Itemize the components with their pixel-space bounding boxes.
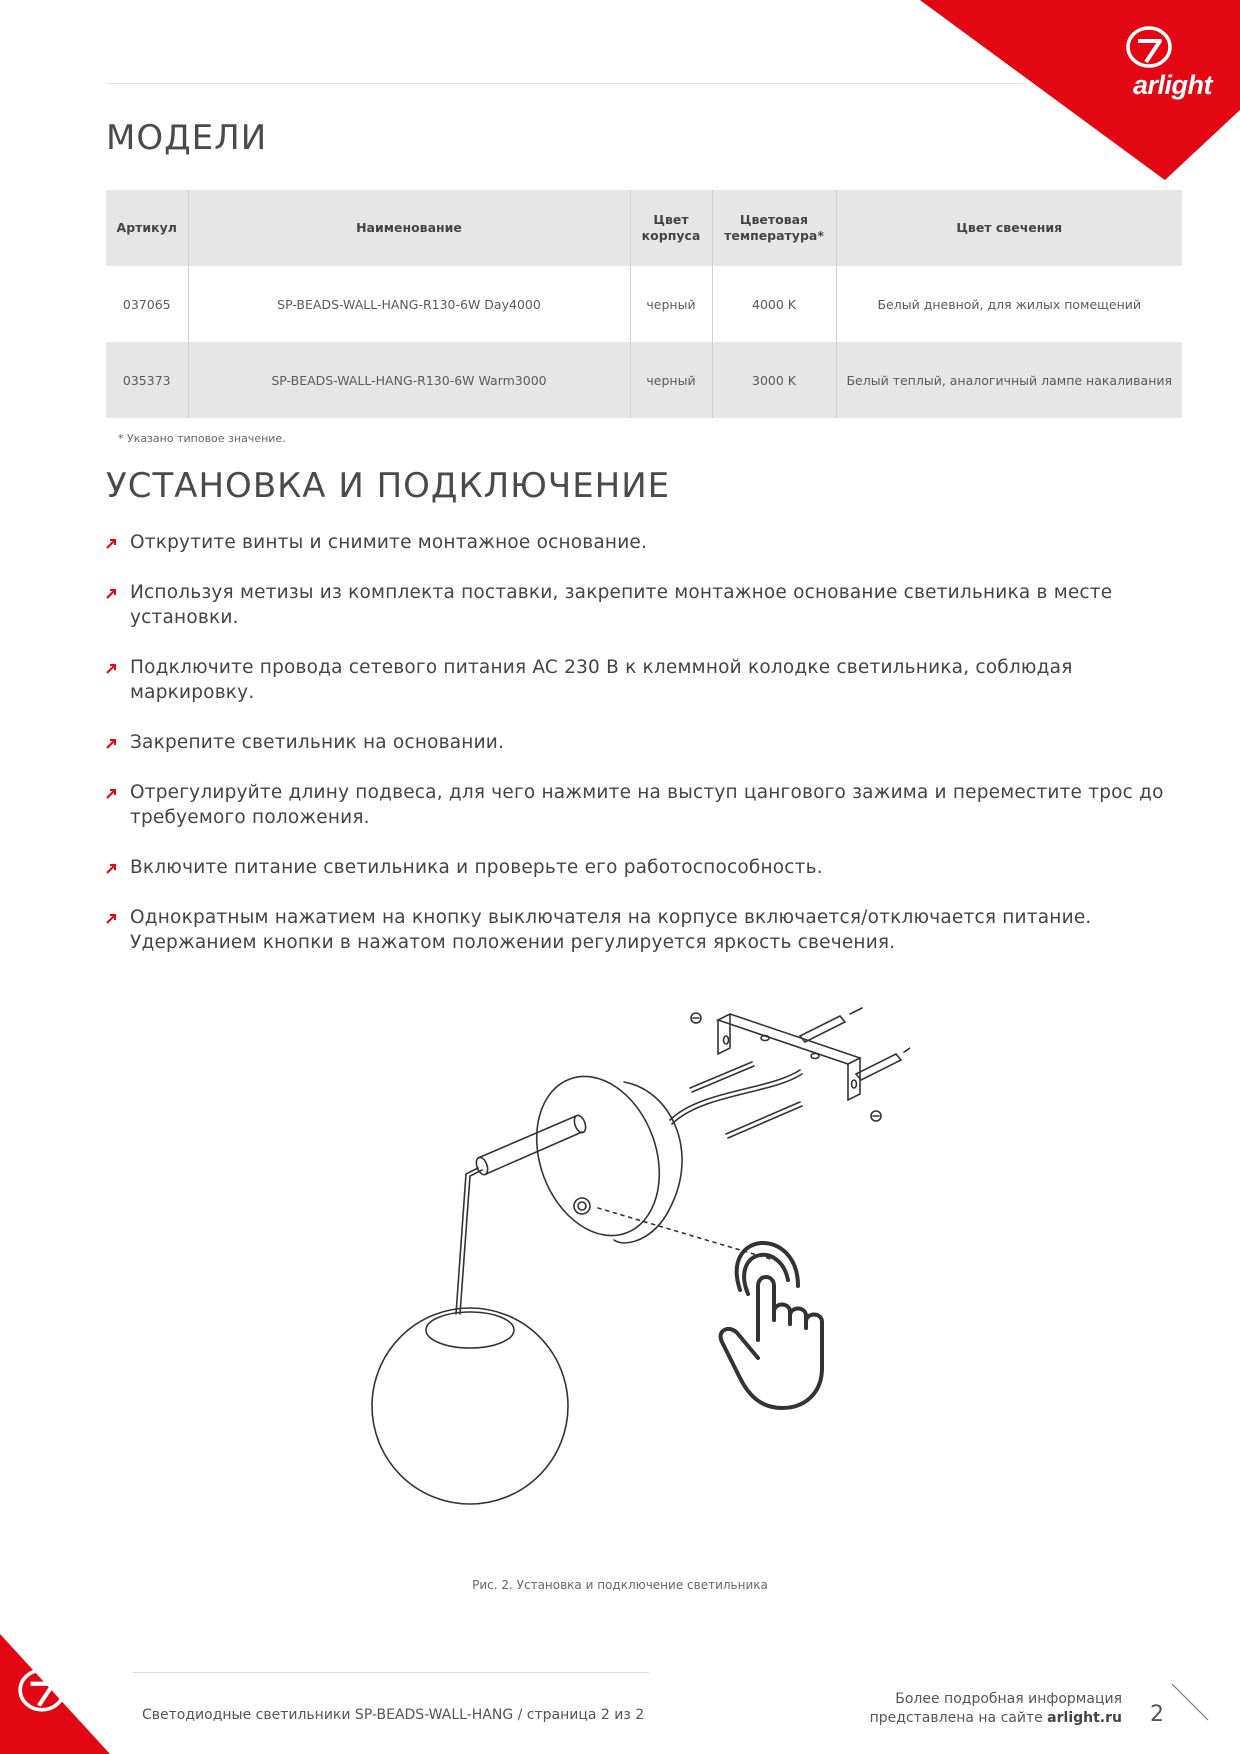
cell-name: SP-BEADS-WALL-HANG-R130-6W Warm3000 (188, 342, 630, 418)
step-text: Закрепите светильник на основании. (130, 732, 505, 753)
canopy-disc-icon (515, 1059, 682, 1253)
cell-name: SP-BEADS-WALL-HANG-R130-6W Day4000 (188, 266, 630, 342)
top-divider (106, 83, 1026, 84)
cell-body-color: черный (630, 266, 712, 342)
red-arrow-bullet-icon (106, 862, 118, 874)
figure-caption: Рис. 2. Установка и подключение светильника (472, 1578, 768, 1592)
touch-hand-icon (721, 1243, 822, 1408)
list-item (106, 730, 1186, 755)
footer-more-info-prefix: представлена на сайте (869, 1710, 1048, 1726)
red-arrow-bullet-icon (106, 787, 118, 799)
step-text: Включите питание светильника и проверьте его работоспособность. (130, 857, 823, 878)
list-item (106, 905, 1186, 955)
installation-diagram (370, 990, 910, 1510)
header-name: Наименование (188, 190, 630, 266)
arlight-logo-text: arlight (1132, 70, 1212, 100)
cell-sku: 035373 (106, 342, 188, 418)
step-text: Однократным нажатием на кнопку выключателя на корпусе включается/отключается питание. Удержанием кнопки в нажатом положении регулируется яркость свечения. (130, 907, 1092, 953)
step-text: Открутите винты и снимите монтажное основание. (130, 532, 648, 553)
cell-light-color: Белый дневной, для жилых помещений (877, 296, 1142, 312)
table-header-row (106, 190, 1182, 266)
step-text: Отрегулируйте длину подвеса, для чего нажмите на выступ цангового зажима и переместите трос до требуемого положения. (130, 782, 1164, 828)
table-row (106, 266, 1182, 342)
footer-site-link[interactable]: arlight.ru (1047, 1710, 1122, 1726)
page-number: 2 (1150, 1702, 1164, 1727)
glass-globe-icon (372, 1308, 568, 1504)
wall-arm-icon (474, 1114, 588, 1176)
red-arrow-bullet-icon (106, 587, 118, 599)
list-item (106, 780, 1186, 830)
footer-more-info (870, 1690, 1122, 1728)
header-color-temp: Цветовая температура* (712, 190, 836, 266)
red-arrow-bullet-icon (106, 537, 118, 549)
list-item (106, 580, 1186, 630)
footer-doc-info: Светодиодные светильники SP-BEADS-WALL-HANG / страница 2 из 2 (142, 1707, 645, 1723)
footer-more-info-line2 (870, 1709, 1122, 1728)
step-text: Подключите провода сетевого питания AC 230 В к клеммной колодке светильника, соблюдая маркировку. (130, 657, 1073, 703)
red-arrow-bullet-icon (106, 912, 118, 924)
cell-body-color: черный (630, 342, 712, 418)
table-footnote: * Указано типовое значение. (118, 432, 286, 445)
cell-color-temp: 4000 K (712, 266, 836, 342)
list-item (106, 655, 1186, 705)
red-arrow-bullet-icon (106, 737, 118, 749)
cell-sku: 037065 (106, 266, 188, 342)
install-steps-list (106, 530, 1186, 980)
footer-more-info-line1: Более подробная информация (895, 1691, 1122, 1707)
list-item (106, 855, 1186, 880)
header-sku: Артикул (106, 190, 188, 266)
cell-light-color: Белый теплый, аналогичный лампе накаливания (836, 342, 1182, 418)
arlight-logo-icon (1124, 24, 1174, 70)
list-item (106, 530, 1186, 555)
models-table (106, 190, 1182, 418)
step-text: Используя метизы из комплекта поставки, закрепите монтажное основание светильника в месте установки. (130, 582, 1113, 628)
red-arrow-bullet-icon (106, 662, 118, 674)
cell-color-temp: 3000 K (712, 342, 836, 418)
install-title: УСТАНОВКА И ПОДКЛЮЧЕНИЕ (106, 466, 671, 506)
arlight-logo-icon (16, 1666, 68, 1714)
page-slash-icon (1170, 1682, 1210, 1722)
table-row (106, 342, 1182, 418)
bottom-divider (133, 1672, 649, 1673)
header-light-color: Цвет свечения (836, 190, 1182, 266)
models-title: МОДЕЛИ (106, 118, 268, 158)
mounting-bracket-icon (718, 1014, 860, 1100)
header-body-color: Цвет корпуса (630, 190, 712, 266)
